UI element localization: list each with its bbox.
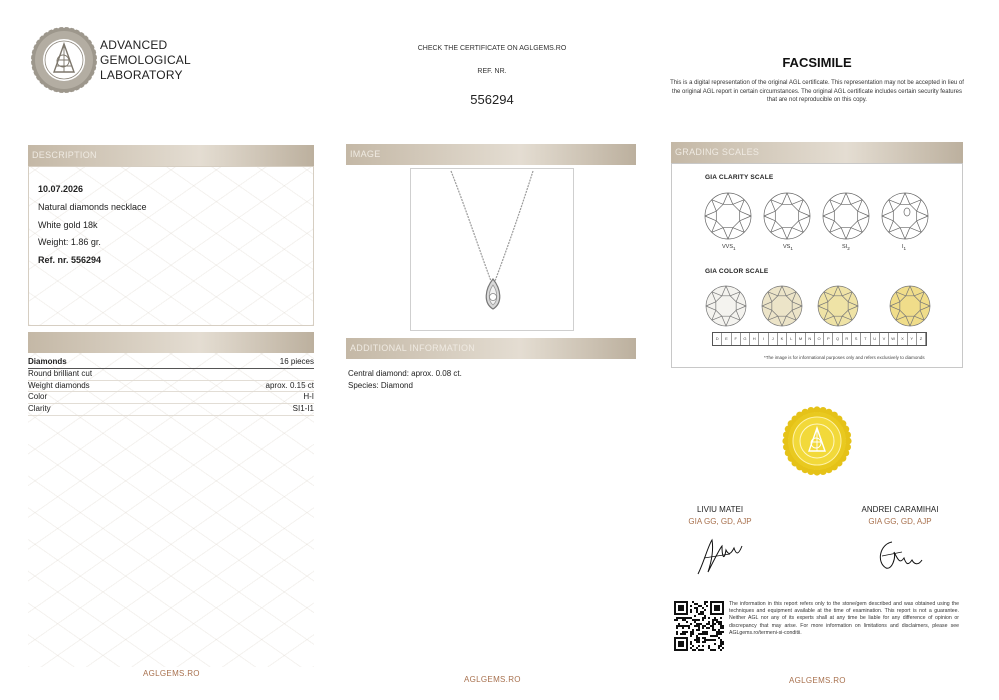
- table-cell-label: Color: [28, 392, 48, 402]
- clarity-label-i-text: I: [902, 244, 904, 250]
- table-row: [28, 369, 314, 381]
- table-row: [28, 392, 314, 404]
- color-scale-cell: X: [898, 333, 907, 345]
- color-scale-cell: M: [796, 333, 805, 345]
- image-bar: [346, 144, 636, 165]
- clarity-label-vs-sub: 1: [790, 246, 793, 252]
- clarity-diamonds: [700, 186, 940, 264]
- color-scale-cell: Q: [833, 333, 842, 345]
- table-cell-label: Round brilliant cut: [28, 368, 93, 378]
- color-scale-cell: F: [732, 333, 741, 345]
- clarity-label-si: [842, 244, 850, 251]
- signature-1-icon: [690, 532, 750, 580]
- grading-bar: [671, 142, 963, 163]
- check-certificate-text: CHECK THE CERTIFICATE ON AGLGEMS.RO: [417, 45, 567, 52]
- necklace-image: [411, 169, 573, 330]
- clarity-label-si-text: SI: [842, 244, 848, 250]
- additional-info-text: [348, 368, 462, 392]
- additional-info-bar: [346, 338, 636, 359]
- ref-number: 556294: [470, 92, 514, 107]
- disclaimer-text: The information in this report refers only to the stone/gem described and was obtained using the techniques and equipment available at the time of examination. This report is not a guarantee. Neither AGL nor any of its experts shall at any time be liable for any difference of opinion or discrepancy that may arise. For more information on limitations and disclaimers, please see AGLgems.ro/termeni-si-conditii.: [729, 601, 959, 636]
- clarity-scale-title: GIA CLARITY SCALE: [705, 174, 774, 181]
- clarity-label-i: [902, 244, 906, 251]
- color-diamonds: [700, 282, 940, 330]
- color-scale-cell: I: [759, 333, 768, 345]
- grading-note: *The image is for informational purposes only and refers exclusively to diamonds: [764, 355, 925, 360]
- product-image-frame: [410, 168, 574, 331]
- description-title: DESCRIPTION: [32, 150, 97, 160]
- clarity-label-vs-text: VS: [783, 244, 791, 250]
- table-cell-label: Diamonds: [28, 357, 67, 366]
- facsimile-note: This is a digital representation of the original AGL certificate. This representation may not be accepted in lieu of the original AGL report in certain circumstances. The original AGL certificate includes certain security features that are not reproducible on this copy.: [670, 80, 964, 103]
- ref-label: REF. NR.: [477, 68, 507, 75]
- table-row: [28, 357, 314, 369]
- color-scale-cell: L: [787, 333, 796, 345]
- description-weight: Weight: 1.86 gr.: [38, 237, 101, 248]
- description-date: 10.07.2026: [38, 184, 84, 194]
- footer-website-left[interactable]: AGLGEMS.RO: [143, 669, 200, 678]
- color-scale-cell: H: [750, 333, 759, 345]
- clarity-label-vvs-text: VVS: [722, 244, 734, 250]
- description-item: Natural diamonds necklace: [38, 201, 147, 212]
- table-cell-value: H-I: [303, 392, 314, 402]
- color-scale-cell: Z: [917, 333, 926, 345]
- color-scale-title: GIA COLOR SCALE: [705, 268, 769, 275]
- color-scale-cell: K: [778, 333, 787, 345]
- signatory-2-name: ANDREI CARAMIHAI: [861, 505, 939, 514]
- color-scale-cell: N: [806, 333, 815, 345]
- clarity-label-vvs-sub: 1: [733, 246, 736, 252]
- qr-code-icon[interactable]: [674, 601, 724, 651]
- table-cell-label: Clarity: [28, 404, 51, 414]
- table-cell-value: 16 pieces: [279, 357, 314, 366]
- central-diamond-line: Central diamond: aprox. 0.08 ct.: [348, 369, 462, 378]
- color-scale-cell: R: [843, 333, 852, 345]
- clarity-label-vs: [783, 244, 793, 251]
- color-scale-cell: D: [713, 333, 722, 345]
- table-cell-label: Weight diamonds: [28, 380, 90, 390]
- grading-title: GRADING SCALES: [675, 147, 760, 157]
- lab-seal-logo: [30, 26, 98, 94]
- color-scale-bar: [712, 332, 927, 346]
- color-scale-cell: T: [861, 333, 870, 345]
- diamonds-table: [28, 357, 314, 416]
- table-cell-value: SI1-I1: [292, 404, 314, 414]
- table-row: [28, 404, 314, 416]
- color-scale-cell: G: [741, 333, 750, 345]
- additional-info-title: ADDITIONAL INFORMATION: [350, 343, 476, 353]
- clarity-label-si-sub: 2: [847, 246, 850, 252]
- footer-website-right[interactable]: AGLGEMS.RO: [789, 676, 846, 685]
- signature-2-icon: [872, 534, 928, 578]
- facsimile-title: FACSIMILE: [782, 55, 852, 70]
- clarity-label-i-sub: 1: [903, 246, 907, 252]
- lab-name-line-3: LABORATORY: [100, 68, 183, 82]
- footer-website-center[interactable]: AGLGEMS.RO: [464, 675, 521, 684]
- table-row: [28, 381, 314, 393]
- color-scale-cell: J: [769, 333, 778, 345]
- color-scale-cell: O: [815, 333, 824, 345]
- color-scale-cell: U: [871, 333, 880, 345]
- description-bar: [28, 145, 314, 166]
- color-scale-cell: P: [824, 333, 833, 345]
- gold-seal-icon: [782, 406, 852, 476]
- color-scale-cell: S: [852, 333, 861, 345]
- lab-name: [100, 38, 191, 83]
- lab-name-line-1: ADVANCED: [100, 38, 168, 52]
- description-text: [38, 181, 147, 270]
- color-scale-cell: W: [889, 333, 898, 345]
- description-ref: Ref. nr. 556294: [38, 255, 102, 266]
- color-scale-cell: E: [722, 333, 731, 345]
- color-scale-cell: V: [880, 333, 889, 345]
- clarity-label-vvs: [722, 244, 736, 251]
- table-cell-value: aprox. 0.15 ct: [265, 380, 314, 390]
- description-metal: White gold 18k: [38, 219, 98, 230]
- diamonds-bar: [28, 332, 314, 353]
- species-line: Species: Diamond: [348, 381, 413, 390]
- image-title: IMAGE: [350, 149, 381, 159]
- signatory-2-title: GIA GG, GD, AJP: [868, 517, 932, 526]
- signatory-1-name: LIVIU MATEI: [696, 505, 744, 514]
- lab-name-line-2: GEMOLOGICAL: [100, 53, 191, 67]
- color-scale-cell: Y: [908, 333, 917, 345]
- signatory-1-title: GIA GG, GD, AJP: [688, 517, 752, 526]
